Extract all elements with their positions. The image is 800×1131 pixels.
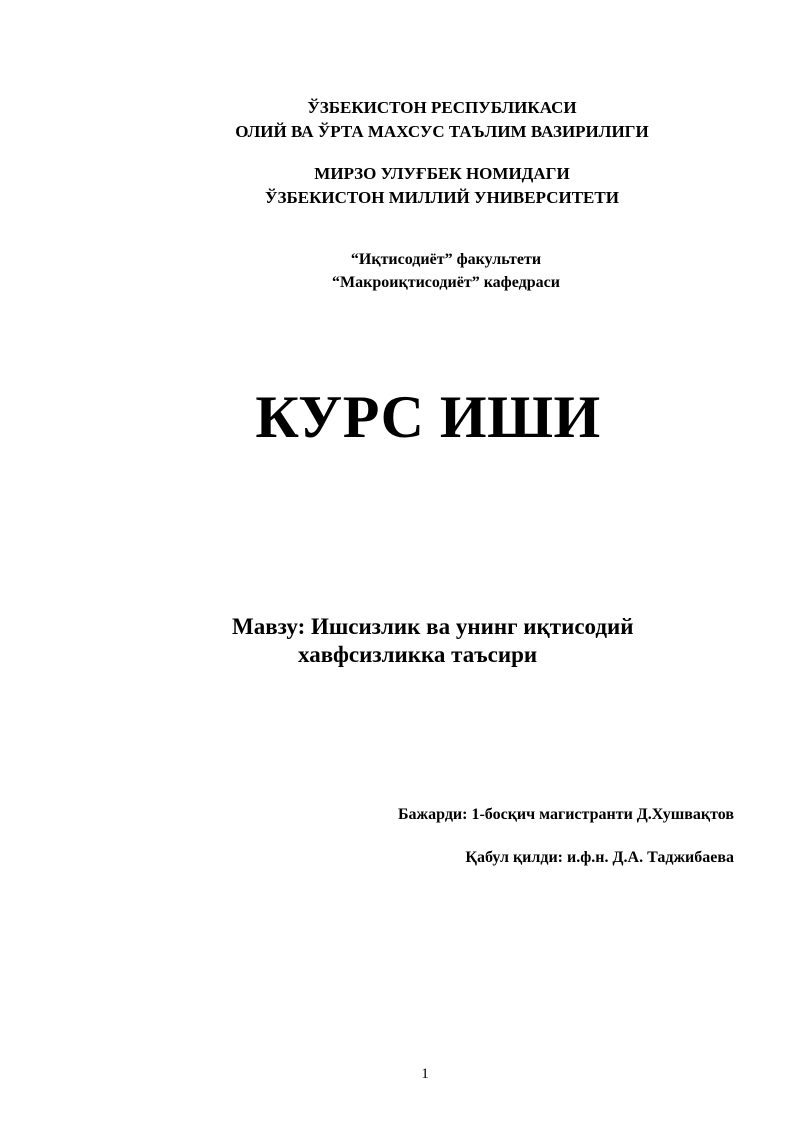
topic-line-1: Мавзу: Ишсизлик ва унинг иқтисодий [232, 614, 634, 639]
topic-line-2: хавфсизликка таъсири [298, 642, 538, 667]
document-title: КУРС ИШИ [255, 384, 601, 450]
department-name: “Макроиқтисодиёт” кафедраси [332, 274, 560, 291]
faculty-department [46, 248, 800, 294]
topic [232, 613, 752, 669]
ministry-line-1: ЎЗБЕКИСТОН РЕСПУБЛИКАСИ [307, 98, 577, 117]
accepted-by: Қабул қилди: и.ф.н. Д.А. Таджибаева [465, 849, 734, 866]
ministry-header [42, 96, 800, 144]
ministry-line-2: ОЛИЙ ВА ЎРТА МАХСУС ТАЪЛИМ ВАЗИРИЛИГИ [235, 122, 649, 141]
page-number: 1 [421, 1066, 429, 1082]
university-line-1: МИРЗО УЛУҒБЕК НОМИДАГИ [314, 164, 570, 183]
faculty-name: “Иқтисодиёт” факультети [350, 251, 542, 268]
performed-by: Бажарди: 1-босқич магистранти Д.Хушвақтов [397, 806, 734, 823]
university-header [42, 162, 800, 210]
university-line-2: ЎЗБЕКИСТОН МИЛЛИЙ УНИВЕРСИТЕТИ [265, 188, 619, 207]
